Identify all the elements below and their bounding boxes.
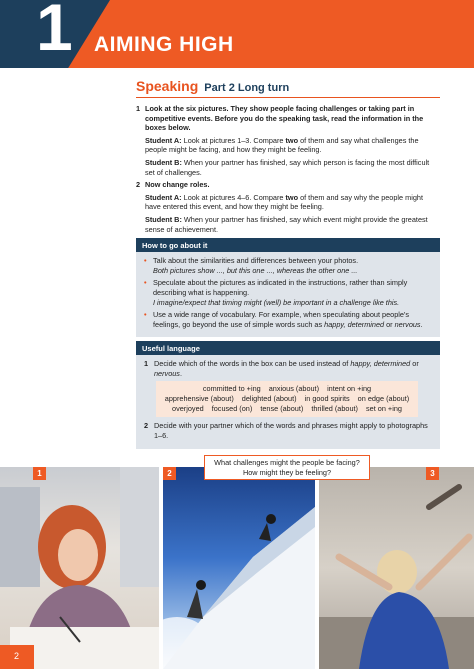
word-item: tense (about) bbox=[260, 404, 304, 414]
photo-dancers bbox=[319, 467, 474, 669]
word-item: focused (on) bbox=[211, 404, 253, 414]
question-line-2: How might they be feeling? bbox=[242, 467, 332, 477]
heading-rule bbox=[136, 97, 440, 98]
word-item: anxious (about) bbox=[268, 384, 320, 394]
student-a-instruction: Student A: Look at pictures 1–3. Compare two of them and say what challenges the people might be facing, and how they might be feeling. bbox=[145, 135, 419, 155]
photo-mountain-climbers bbox=[163, 467, 315, 669]
useful-language-box bbox=[136, 341, 440, 448]
word-item: intent on +ing bbox=[327, 384, 372, 394]
student-illustration bbox=[0, 467, 159, 669]
useful-language-title: Useful language bbox=[136, 341, 440, 355]
unit-title: AIMING HIGH bbox=[94, 33, 234, 56]
speaking-section bbox=[136, 78, 440, 449]
word-item: set on +ing bbox=[366, 404, 402, 414]
question-callout bbox=[204, 455, 370, 480]
useful-item-1: 1 Decide which of the words in the box can be used instead of happy, determined or nervous. bbox=[144, 359, 419, 378]
student-b-instruction: Student B: When your partner has finished, say which person is facing the most difficult set of challenges. bbox=[145, 157, 430, 177]
how-to-bullet: • Speculate about the pictures as indicated in the instructions, rather than simply describing what is happening. I imagine/expect that timing might (well) be important in a challenge like this. bbox=[144, 278, 408, 307]
section-subtitle: Part 2 Long turn bbox=[204, 82, 290, 94]
task-1 bbox=[136, 104, 440, 177]
task-number: 2 bbox=[136, 180, 141, 190]
how-to-bullet: • Talk about the similarities and differences between your photos. Both pictures show ..., but this one ..., whereas the other one ... bbox=[144, 256, 359, 275]
useful-item-2: 2 Decide with your partner which of the words and phrases might apply to photographs 1–6. bbox=[144, 421, 428, 441]
how-to-body bbox=[136, 252, 440, 337]
page-number: 2 bbox=[0, 645, 34, 669]
task-2 bbox=[136, 180, 440, 234]
student-a-instruction: Student A: Look at pictures 4–6. Compare two of them and say why the people might have entered this event, and how they might be feeling. bbox=[145, 192, 423, 212]
photo-number: 3 bbox=[426, 467, 439, 480]
dancer-illustration bbox=[319, 467, 474, 669]
how-to-bullet: • Use a wide range of vocabulary. For example, when speculating about people's feelings, go beyond the use of simple words such as happy, determined or nervous. bbox=[144, 310, 423, 329]
photo-number: 1 bbox=[33, 467, 46, 480]
bullet-icon: • bbox=[144, 310, 147, 320]
word-item: delighted (about) bbox=[241, 394, 297, 404]
task-intro: Look at the six pictures. They show people facing challenges or taking part in competitive events. Before you do the speaking task, read the information in the boxes below. bbox=[145, 104, 424, 133]
climber-illustration bbox=[163, 467, 315, 669]
useful-language-body bbox=[136, 355, 440, 448]
photo-student-writing bbox=[0, 467, 159, 669]
task-number: 1 bbox=[136, 104, 141, 113]
bullet-icon: • bbox=[144, 256, 147, 266]
unit-number: 1 bbox=[36, 0, 73, 64]
task-intro: Now change roles. bbox=[145, 180, 210, 190]
section-title: Speaking bbox=[136, 78, 199, 94]
word-item: thrilled (about) bbox=[311, 404, 358, 414]
word-item: overjoyed bbox=[172, 404, 204, 414]
section-heading bbox=[136, 78, 440, 94]
how-to-title: How to go about it bbox=[136, 238, 440, 252]
question-line-1: What challenges might the people be facing? bbox=[214, 458, 360, 467]
how-to-box bbox=[136, 238, 440, 337]
student-b-instruction: Student B: When your partner has finished, say which event might provide the greatest sense of achievement. bbox=[145, 214, 428, 234]
bullet-icon: • bbox=[144, 278, 147, 288]
unit-header bbox=[0, 0, 474, 68]
word-item: on edge (about) bbox=[357, 394, 410, 404]
word-item: in good spirits bbox=[304, 394, 350, 404]
word-item: committed to +ing bbox=[202, 384, 261, 394]
photo-number: 2 bbox=[163, 467, 176, 480]
word-item: apprehensive (about) bbox=[164, 394, 234, 404]
word-box bbox=[156, 381, 418, 417]
